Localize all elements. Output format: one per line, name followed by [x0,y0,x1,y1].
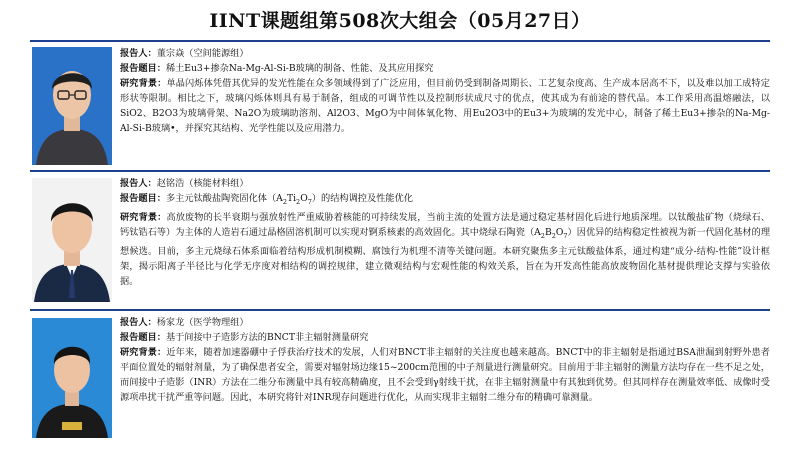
background-label: 研究背景： [120,347,167,358]
topic-part: 多主元钛酸盐陶瓷固化体（A [165,193,283,204]
background-text: ）因优异的结构稳定性被视为新一代固化基材的理想候选。目前，多主元烧绿石体系面临着结构形成机制模糊、腐蚀行为机理不清等关键问题。本研究聚焦多主元钛酸盐体系，通过构建“成分-结构-性能”设计框架，揭示阳离子半径比与化学无序度对相结构的调控规律，建立微观结构与宏观性能的构效关系，旨在为开发高性能高放废物固化基材提供理论支撑与实验依据。 [120,226,771,287]
person-portrait-icon [32,178,112,302]
page-title: IINT课题组第508次大组会（05月27日） [209,10,591,32]
person-portrait-icon [32,318,112,438]
background-paragraph-1 [120,76,770,136]
topic-subscript: 2 [282,197,287,206]
reporter-name: 杨家龙（医学物理组） [156,317,249,328]
reporter-label: 报告人： [120,48,157,59]
background-text: 近年来，随着加速器硼中子俘获治疗技术的发展，人们对BNCT非主辐射的关注度也越来越高。BNCT中的非主辐射是指通过BSA泄漏到射野外患者平面位置处的辐射剂量，为了确保患者安全，需要对辐射场边缘15~200cm范围的中子剂量进行测量研究。目前用于非主辐射的测量方法均存在一些不足之处，而间接中子造影（INR）方法在二维分布测量中具有较高精确度，且不会受到γ射线干扰，在非主辐射测量中有其独到优势。但其同样存在测量效率低、成像时受源项串扰干扰严重等问题。因此，本研究将针对INR现存问题进行优化，从而实现非主辐射二维分布的精确可靠测量。 [120,347,770,403]
reporter-photo-1 [32,47,112,165]
topic-part: ）的结构调控及性能优化 [311,193,413,204]
reporter-line-3 [120,315,770,330]
topic-text: 基于间接中子造影方法的BNCT非主辐射测量研究 [165,332,369,343]
report-card-2 [30,174,770,309]
divider-2 [30,309,770,311]
topic-label: 报告题目： [120,193,166,204]
person-portrait-icon [32,47,112,165]
reporter-photo-2 [32,178,112,302]
topic-line-1 [120,61,770,76]
divider-1 [30,170,770,172]
reporter-line-2 [120,176,770,191]
reporter-label: 报告人： [120,178,157,189]
background-label: 研究背景： [120,211,167,223]
reporter-name: 赵铭浩（核能材料组） [156,178,249,189]
topic-part: Ti [286,193,297,204]
background-text: 单晶闪烁体凭借其优异的发光性能在众多领域得到了广泛应用，但目前仍受到制备周期长、工艺复杂度高、生产成本居高不下，以及难以加工成特定形状等限制。相比之下，玻璃闪烁体则具有易于制备，组成的可调节性以及控制形状成尺寸的优点，使其成为有前途的替代品。本工作采用高温熔融法，以SiO2、B2O3为玻璃骨架、Na2O为玻璃助溶剂、Al2O3、MgO为中间体氧化物、用Eu2O3中的Eu3+为玻璃的发光中心，制备了稀土Eu3+掺杂的Na-Mg-Al-Si-B玻璃•，并探究其结构、光学性能以及应用潜力。 [120,78,770,134]
formula-subscript: 2 [551,231,556,240]
topic-subscript: 7 [307,197,312,206]
report-card-3 [30,313,770,448]
topic-part: O [300,193,308,204]
background-paragraph-2 [120,210,770,289]
formula-part: O [555,226,564,238]
reporter-label: 报告人： [120,317,157,328]
divider-top [30,40,770,42]
reporter-name: 董宗焱（空间能源组） [156,48,249,59]
report-card-1 [30,44,770,169]
background-text: 高放废物的长半衰期与强放射性严重威胁着核能的可持续发展，当前主流的处置方法是通过稳定基材固化后进行地质深埋。以钛酸盐矿物（烧绿石、钙钛锆石等）为主体的人造岩石通过晶格固溶机制可以实现对锕系核素的高效固化。其中烧绿石陶瓷（A [120,211,770,238]
topic-label: 报告题目： [120,63,166,74]
background-paragraph-3 [120,345,770,405]
topic-text: 稀土Eu3+掺杂Na-Mg-Al-Si-B玻璃的制备、性能、及其应用探究 [165,63,434,74]
background-label: 研究背景： [120,78,167,89]
reporter-photo-3 [32,318,112,438]
topic-line-3 [120,330,770,345]
formula-subscript: 2 [540,231,545,240]
topic-label: 报告题目： [120,332,166,343]
topic-line-2 [120,191,770,210]
topic-subscript: 2 [296,197,301,206]
topic-text [166,193,413,204]
reporter-line-1 [120,46,770,61]
formula-part: B [544,226,552,238]
formula-subscript: 7 [563,231,568,240]
